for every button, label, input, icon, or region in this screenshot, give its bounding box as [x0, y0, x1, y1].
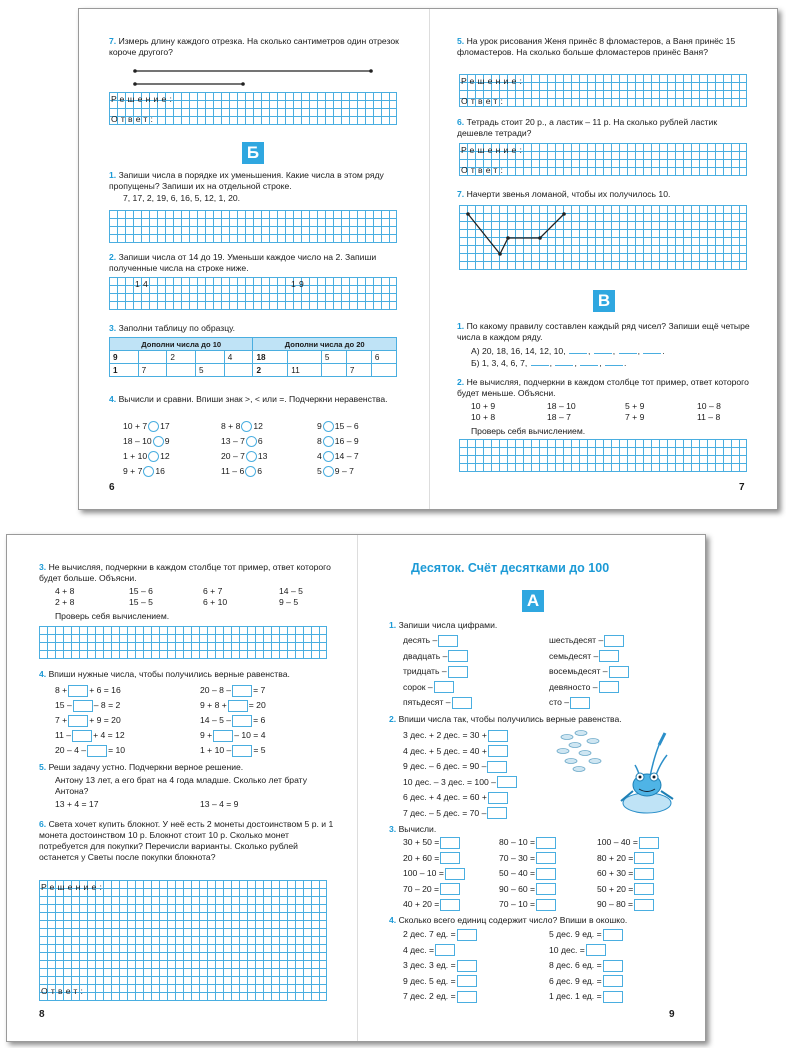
page-number: 8 [39, 1009, 45, 1020]
answer-grid[interactable] [39, 880, 327, 1001]
input-box[interactable] [497, 776, 517, 788]
input-box[interactable] [213, 730, 233, 742]
comparison-column: 9 15 – 6 8 16 – 9 4 14 – 7 5 9 – 7 [317, 421, 359, 476]
task-6-p8 [39, 819, 334, 863]
page-number: 6 [109, 482, 115, 493]
task-2 [109, 252, 399, 274]
solution-label: Решение: [461, 76, 526, 86]
input-box[interactable] [440, 899, 460, 911]
answer-label: Ответ: [111, 114, 157, 124]
solution-option[interactable]: 13 – 4 = 9 [200, 799, 239, 809]
task-4-p9 [389, 915, 627, 926]
example-column: 10 – 8 11 – 8 [697, 401, 721, 422]
task-1-p9 [389, 620, 497, 631]
task-text: Сколько всего единиц содержит число? Впиши в окошко. [398, 915, 628, 925]
input-box[interactable] [603, 991, 623, 1003]
comparison-column: 8 + 8 12 13 – 7 6 20 – 7 13 11 – 6 6 [221, 421, 268, 476]
task-text: Измерь длину каждого отрезка. На сколько сантиметров один отрезок короче другого? [109, 36, 399, 57]
equation-column: 3 дес. + 2 дес. = 30 + 4 дес. + 5 дес. = 40 + 9 дес. – 6 дес. = 90 – 10 дес. – 3 дес. = 100 – 6 дес. + 4 дес. = 60 + 7 дес. – 5 дес. = 70 – [403, 728, 518, 821]
calc-column: 100 – 40 = 80 + 20 = 60 + 30 = 50 + 20 = 90 – 80 = [597, 835, 660, 913]
input-box[interactable] [599, 650, 619, 662]
solution-label: Решение: [461, 145, 526, 155]
task-number: 7. [457, 189, 465, 199]
task-3 [109, 323, 235, 334]
task-number: 6. [457, 117, 465, 127]
task-number: 5. [39, 762, 47, 772]
task-text: Реши задачу устно. Подчеркни верное решение. [48, 762, 244, 772]
input-box[interactable] [634, 883, 654, 895]
task-text: Не вычисляя, подчеркни в каждом столбце тот пример, ответ которого будет меньше. Объясни. [457, 377, 749, 398]
task-text: На урок рисования Женя принёс 8 фломастеров, а Ваня принёс 15 фломастеров. На сколько больше фломастеров принёс Ваня? [457, 36, 736, 57]
blank[interactable] [643, 346, 661, 354]
task-number: 5. [457, 36, 465, 46]
dragonfly-icon [557, 731, 601, 772]
task-5 [457, 36, 752, 58]
comparison-column: 10 + 7 17 18 – 10 9 1 + 10 12 9 + 7 16 [123, 421, 170, 476]
equation-column: 20 – 8 – = 7 9 + 8 + = 20 14 – 5 – = 6 9 + – 10 = 4 1 + 10 – = 5 [200, 685, 266, 755]
calc-column: 80 – 10 = 70 – 30 = 50 – 40 = 90 – 60 = 70 – 10 = [499, 835, 557, 913]
task-text: По какому правилу составлен каждый ряд чисел? Запиши ещё четыре числа в каждом ряду. [457, 321, 750, 342]
sign-circle[interactable] [323, 451, 334, 462]
sequence-b: Б) 1, 3, 4, 6, 7, , , , . [471, 358, 627, 368]
table-header: Дополни числа до 10 [110, 338, 253, 351]
input-box[interactable] [603, 960, 623, 972]
number-list: 7, 17, 2, 19, 6, 16, 5, 12, 1, 20. [123, 193, 241, 203]
sign-circle[interactable] [323, 421, 334, 432]
section-badge-b: Б [242, 142, 264, 164]
input-box[interactable] [634, 852, 654, 864]
polyline-figure [459, 205, 579, 275]
task-2-p9 [389, 714, 622, 725]
example-column: 15 – 6 15 – 5 [129, 586, 153, 607]
task-number: 2. [457, 377, 465, 387]
input-box[interactable] [228, 700, 248, 712]
task-text: Запиши числа в порядке их уменьшения. Какие числа в этом ряду пропущены? Запиши их на отдельной строке. [109, 170, 384, 191]
input-box[interactable] [73, 700, 93, 712]
sequence-a: А) 20, 18, 16, 14, 12, 10, , , , . [471, 346, 665, 356]
task-3-p9 [389, 824, 436, 835]
example-column: 14 – 5 9 – 5 [279, 586, 303, 607]
input-box[interactable] [536, 852, 556, 864]
complement-table [109, 337, 397, 377]
task-1-right [457, 321, 752, 343]
task-text: Заполни таблицу по образцу. [118, 323, 235, 333]
example-column: 4 + 8 2 + 8 [55, 586, 75, 607]
words-column: десять – двадцать – тридцать – сорок – пятьдесят – [403, 633, 473, 711]
input-box[interactable] [457, 960, 477, 972]
input-box[interactable] [448, 666, 468, 678]
table-cell: 18 [253, 351, 288, 364]
task-number: 4. [39, 669, 47, 679]
example-column: 6 + 7 6 + 10 [203, 586, 228, 607]
task-number: 2. [389, 714, 397, 724]
check-note: Проверь себя вычислением. [471, 426, 586, 436]
sign-circle[interactable] [323, 436, 334, 447]
input-box[interactable] [457, 975, 477, 987]
blank[interactable] [569, 346, 587, 354]
task-text: Вычисли и сравни. Впиши знак >, < или =. Подчеркни неравенства. [118, 394, 388, 404]
input-box[interactable] [639, 837, 659, 849]
input-box[interactable] [457, 991, 477, 1003]
task-4-p8 [39, 669, 290, 680]
table-cell[interactable] [196, 351, 225, 364]
input-box[interactable] [232, 715, 252, 727]
blank[interactable] [619, 346, 637, 354]
task-number: 2. [109, 252, 117, 262]
units-column: 2 дес. 7 ед. = 4 дес. = 3 дес. 3 ед. = 9 дес. 5 ед. = 7 дес. 2 ед. = [403, 927, 478, 1005]
task-2-right [457, 377, 752, 399]
frog-icon [621, 773, 673, 813]
spread-pages-6-7 [78, 8, 778, 510]
segments-figure [131, 67, 381, 91]
input-box[interactable] [457, 929, 477, 941]
task-3-p8 [39, 562, 334, 584]
task-text: Тетрадь стоит 20 р., а ластик – 11 р. На сколько рублей ластик дешевле тетради? [457, 117, 718, 138]
input-box[interactable] [440, 883, 460, 895]
example-column: 5 + 9 7 + 9 [625, 401, 645, 422]
task-number: 3. [109, 323, 117, 333]
input-box[interactable] [604, 635, 624, 647]
task-number: 3. [389, 824, 397, 834]
example-column: 18 – 10 18 – 7 [547, 401, 576, 422]
sign-circle[interactable] [246, 451, 257, 462]
page-title: Десяток. Счёт десятками до 100 [411, 561, 610, 575]
task-number: 1. [109, 170, 117, 180]
blank[interactable] [594, 346, 612, 354]
sign-circle[interactable] [153, 436, 164, 447]
answer-label: Ответ: [41, 986, 87, 996]
section-badge-a: А [522, 590, 544, 612]
page-number: 9 [669, 1009, 675, 1020]
table-header: Дополни числа до 20 [253, 338, 397, 351]
input-box[interactable] [440, 852, 460, 864]
table-row [110, 351, 397, 364]
table-row [110, 364, 397, 377]
sign-circle[interactable] [148, 421, 159, 432]
input-box[interactable] [586, 944, 606, 956]
sign-circle[interactable] [245, 466, 256, 477]
solution-option[interactable]: 13 + 4 = 17 [55, 799, 99, 809]
input-box[interactable] [232, 745, 252, 757]
input-box[interactable] [488, 792, 508, 804]
input-box[interactable] [435, 944, 455, 956]
table-cell: 6 [371, 351, 396, 364]
input-box[interactable] [536, 899, 556, 911]
sign-circle[interactable] [323, 466, 334, 477]
input-box[interactable] [445, 868, 465, 880]
grid-value: 14 [135, 279, 151, 289]
blank[interactable] [531, 358, 549, 366]
input-box[interactable] [448, 650, 468, 662]
task-text: Света хочет купить блокнот. У неё есть 2 монеты достоинством 5 р. и 1 монета достоинством 10 р. Блокнот стоит 10 р. Сколько монет потребуется для покупки? Перечисли варианты. Сколько рублей останется у Светы после покупки блокнота? [39, 819, 334, 862]
input-box[interactable] [570, 697, 590, 709]
input-box[interactable] [487, 807, 507, 819]
task-number: 4. [389, 915, 397, 925]
section-badge-v: В [593, 290, 615, 312]
answer-label: Ответ: [461, 165, 507, 175]
answer-label: Ответ: [461, 96, 507, 106]
task-number: 3. [39, 562, 47, 572]
solution-label: Решение: [111, 94, 176, 104]
table-cell[interactable] [224, 364, 253, 377]
spread-pages-8-9 [6, 534, 706, 1042]
task-number: 1. [389, 620, 397, 630]
blank[interactable] [580, 358, 598, 366]
answer-grid[interactable] [109, 210, 397, 243]
words-column: шестьдесят – семьдесят – восемьдесят – девяносто – сто – [549, 633, 630, 711]
input-box[interactable] [87, 745, 107, 757]
input-box[interactable] [634, 899, 654, 911]
calc-column: 30 + 50 = 20 + 60 = 100 – 10 = 70 – 20 = 40 + 20 = [403, 835, 466, 913]
task-number: 1. [457, 321, 465, 331]
table-cell[interactable] [371, 364, 396, 377]
check-note: Проверь себя вычислением. [55, 611, 170, 621]
task-number: 6. [39, 819, 47, 829]
task-6 [457, 117, 752, 139]
page-gutter [429, 9, 430, 509]
answer-grid[interactable] [109, 277, 397, 310]
equation-column: 8 + + 6 = 16 15 – – 8 = 2 7 + + 9 = 20 11 – + 4 = 12 20 – 4 – = 10 [55, 685, 126, 755]
input-box[interactable] [487, 761, 507, 773]
blank[interactable] [605, 358, 623, 366]
input-box[interactable] [438, 635, 458, 647]
input-box[interactable] [603, 975, 623, 987]
input-box[interactable] [440, 837, 460, 849]
task-text: Вычисли. [398, 824, 437, 834]
table-cell: 2 [167, 351, 196, 364]
task-number: 7. [109, 36, 117, 46]
input-box[interactable] [599, 681, 619, 693]
solution-label: Решение: [41, 882, 106, 892]
input-box[interactable] [452, 697, 472, 709]
table-cell: 4 [224, 351, 253, 364]
table-cell[interactable] [346, 351, 371, 364]
task-text: Запиши числа от 14 до 19. Уменьши каждое число на 2. Запиши полученные числа на строке ниже. [109, 252, 377, 273]
input-box[interactable] [609, 666, 629, 678]
table-cell: 2 [253, 364, 288, 377]
blank[interactable] [555, 358, 573, 366]
table-cell: 11 [288, 364, 322, 377]
grid-value: 19 [291, 279, 307, 289]
input-box[interactable] [536, 868, 556, 880]
example-column: 10 + 9 10 + 8 [471, 401, 496, 422]
table-cell[interactable] [138, 351, 167, 364]
table-cell: 7 [346, 364, 371, 377]
story-text: Антону 13 лет, а его брат на 4 года младше. Сколько лет брату Антона? [55, 775, 307, 796]
input-box[interactable] [536, 883, 556, 895]
task-text: Запиши числа цифрами. [398, 620, 498, 630]
task-4 [109, 394, 399, 405]
sign-circle[interactable] [148, 451, 159, 462]
input-box[interactable] [603, 929, 623, 941]
page-number: 7 [739, 482, 745, 493]
task-text: Впиши числа так, чтобы получились верные равенства. [398, 714, 622, 724]
input-box[interactable] [634, 868, 654, 880]
table-cell[interactable] [288, 351, 322, 364]
answer-grid[interactable] [459, 439, 747, 472]
sign-circle[interactable] [246, 436, 257, 447]
task-7 [109, 36, 399, 58]
input-box[interactable] [232, 685, 252, 697]
task-7-right [457, 189, 670, 200]
input-box[interactable] [68, 685, 88, 697]
task-text: Впиши нужные числа, чтобы получились верные равенства. [48, 669, 290, 679]
table-cell: 7 [138, 364, 167, 377]
task-number: 4. [109, 394, 117, 404]
sign-circle[interactable] [241, 421, 252, 432]
input-box[interactable] [434, 681, 454, 693]
task-1 [109, 170, 399, 192]
input-box[interactable] [68, 715, 88, 727]
sign-circle[interactable] [143, 466, 154, 477]
units-column: 5 дес. 9 ед. = 10 дес. = 8 дес. 6 ед. = 6 дес. 9 ед. = 1 дес. 1 ед. = [549, 927, 624, 1005]
table-cell: 9 [110, 351, 139, 364]
task-text: Начерти звенья ломаной, чтобы их получилось 10. [466, 189, 671, 199]
table-cell[interactable] [167, 364, 196, 377]
task-text: Не вычисляя, подчеркни в каждом столбце тот пример, ответ которого будет больше. Объясни. [39, 562, 331, 583]
input-box[interactable] [536, 837, 556, 849]
input-box[interactable] [488, 745, 508, 757]
page-gutter [357, 535, 358, 1041]
table-cell: 1 [110, 364, 139, 377]
answer-grid[interactable] [39, 626, 327, 659]
input-box[interactable] [488, 730, 508, 742]
table-cell: 5 [321, 351, 346, 364]
frog-dragonflies-illustration [555, 725, 685, 820]
input-box[interactable] [72, 730, 92, 742]
table-cell[interactable] [321, 364, 346, 377]
task-5-p8 [39, 762, 243, 773]
table-cell: 5 [196, 364, 225, 377]
